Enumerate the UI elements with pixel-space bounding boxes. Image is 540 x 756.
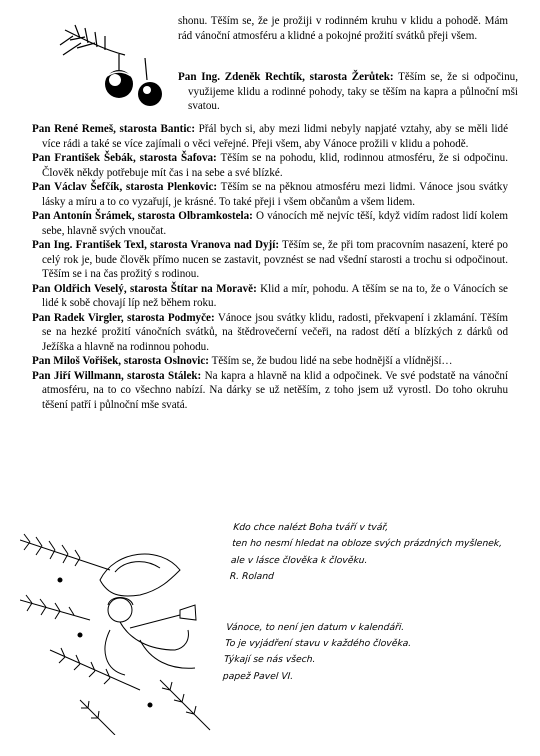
entry-text: Těším se, že při tom pracovním nasazení, které po celý rok je, bude člověk přímo nucen se zastavit, povznést se nad všední starosti a trochu si odpočinout. Těším se i na čas prožitý s rodinou. [42, 239, 508, 280]
entry-name: Pan Václav Šefčík, starosta Plenkovic: [32, 181, 218, 193]
quote-line: Týkají se nás všech. [223, 654, 316, 666]
entry-name: Pan Antonín Šrámek, starosta Olbramkostela: [32, 210, 253, 222]
entry-text: O vánocích mě nejvíc těší, když vidím radost lidí kolem sebe, hlavně svých vnoučat. [42, 210, 508, 237]
quote-line: Vánoce, to není jen datum v kalendáři. [225, 621, 405, 633]
intro-text: shonu. Těším se, že je prožiji v rodinném kruhu v klidu a pohodě. Mám rád vánoční atmosféru a klidné a pokojné prožití svátků přeji všem. [178, 15, 508, 42]
quote-author: papež Pavel VI. [222, 670, 294, 682]
entry-name: Pan Ing. František Texl, starosta Vranova nad Dyjí: [32, 239, 280, 251]
entry-vesely [32, 282, 508, 311]
entry-text: Těším se, že si odpočinu, využijeme klidu a rodinné pohody, taky se těším na kapra a půlnoční mši svatou. [188, 71, 518, 112]
entry-name: Pan František Šebák, starosta Šafova: [32, 152, 217, 164]
quote-line: To je vyjádření stavu v každého člověka. [224, 638, 412, 650]
entry-virgler [32, 311, 508, 355]
entry-willmann [32, 369, 508, 413]
entry-vorisek [32, 354, 508, 369]
entry-texl [32, 238, 508, 282]
entry-text: Klid a mír, pohodu. A těším se na to, že o Vánocích se lidé k sobě chovají líp než během roku. [42, 282, 508, 309]
entry-name: Pan Oldřich Veselý, starosta Štítar na Moravě: [32, 282, 257, 295]
entry-text: Přál bych si, aby mezi lidmi nebyly napjaté vztahy, aby se měli lidé více rádi a také se více zajímali o věci veřejné. Přeji všem, aby Vánoce prožili v klidu a pohodě. [42, 123, 508, 150]
entry-text: Těším se na pohodu, klid, rodinnou atmosféru, že si odpočinu. Člověk někdy potřebuje mít čas i na sebe a své blízké. [42, 152, 508, 179]
quotes-block [222, 520, 534, 685]
entry-text: Těším se na pěknou atmosféru mezi lidmi. Vánoce jsou svátky lásky a míru a to co vyzařují, je krásné. To také přeji i všem občanům a všem lidem. [42, 181, 508, 208]
entry-rechtik [178, 70, 518, 114]
quote-spacer [227, 586, 529, 620]
entry-sefcik [32, 180, 508, 209]
quote-line: ale v lásce člověka k člověku. [230, 554, 368, 566]
entry-name: Pan Miloš Vořišek, starosta Oslnovic: [32, 355, 209, 367]
entry-text: Na kapra a hlavně na klid a odpočinek. Ve své podstatě na vánoční atmosféru, na to co všechno nabízí. Na dárky se už netěším, z toho jsem už vyrostl. Do toho okruhu těšení patří i půlnoční mše svatá. [42, 369, 508, 411]
angel-pine-illustration [20, 510, 220, 735]
entry-name: Pan René Remeš, starosta Bantic: [32, 123, 196, 135]
entry-sramek [32, 209, 508, 238]
quote-roland [229, 520, 534, 586]
christmas-ornaments-illustration [55, 10, 175, 110]
entry-text: Vánoce jsou svátky klidu, radosti, překvapení i zklamání. Těším se na hezké prožití vánočních svátků, na štědrovečerní večeři, na radost dětí a blízkých z dárků od Ježíška a hlavně na rodinnou pohodu. [42, 311, 508, 353]
entry-name: Pan Jiří Willmann, starosta Stálek: [32, 369, 202, 382]
entry-remes [32, 122, 508, 151]
entry-text: Těším se, že budou lidé na sebe hodnější a vlídnější… [209, 355, 453, 367]
intro-paragraph [178, 14, 508, 43]
entry-name: Pan Ing. Zdeněk Rechtík, starosta Žerůtek: [178, 71, 394, 83]
quote-pope [222, 620, 527, 686]
entries-list [32, 122, 508, 412]
entry-sebak [32, 151, 508, 180]
quote-line: Kdo chce nalézt Boha tváří v tvář, [232, 522, 389, 533]
entry-name: Pan Radek Virgler, starosta Podmyče: [32, 311, 215, 324]
quote-line: ten ho nesmí hledat na obloze svých prázdných myšlenek, [231, 538, 503, 550]
quote-author: R. Roland [229, 571, 275, 583]
